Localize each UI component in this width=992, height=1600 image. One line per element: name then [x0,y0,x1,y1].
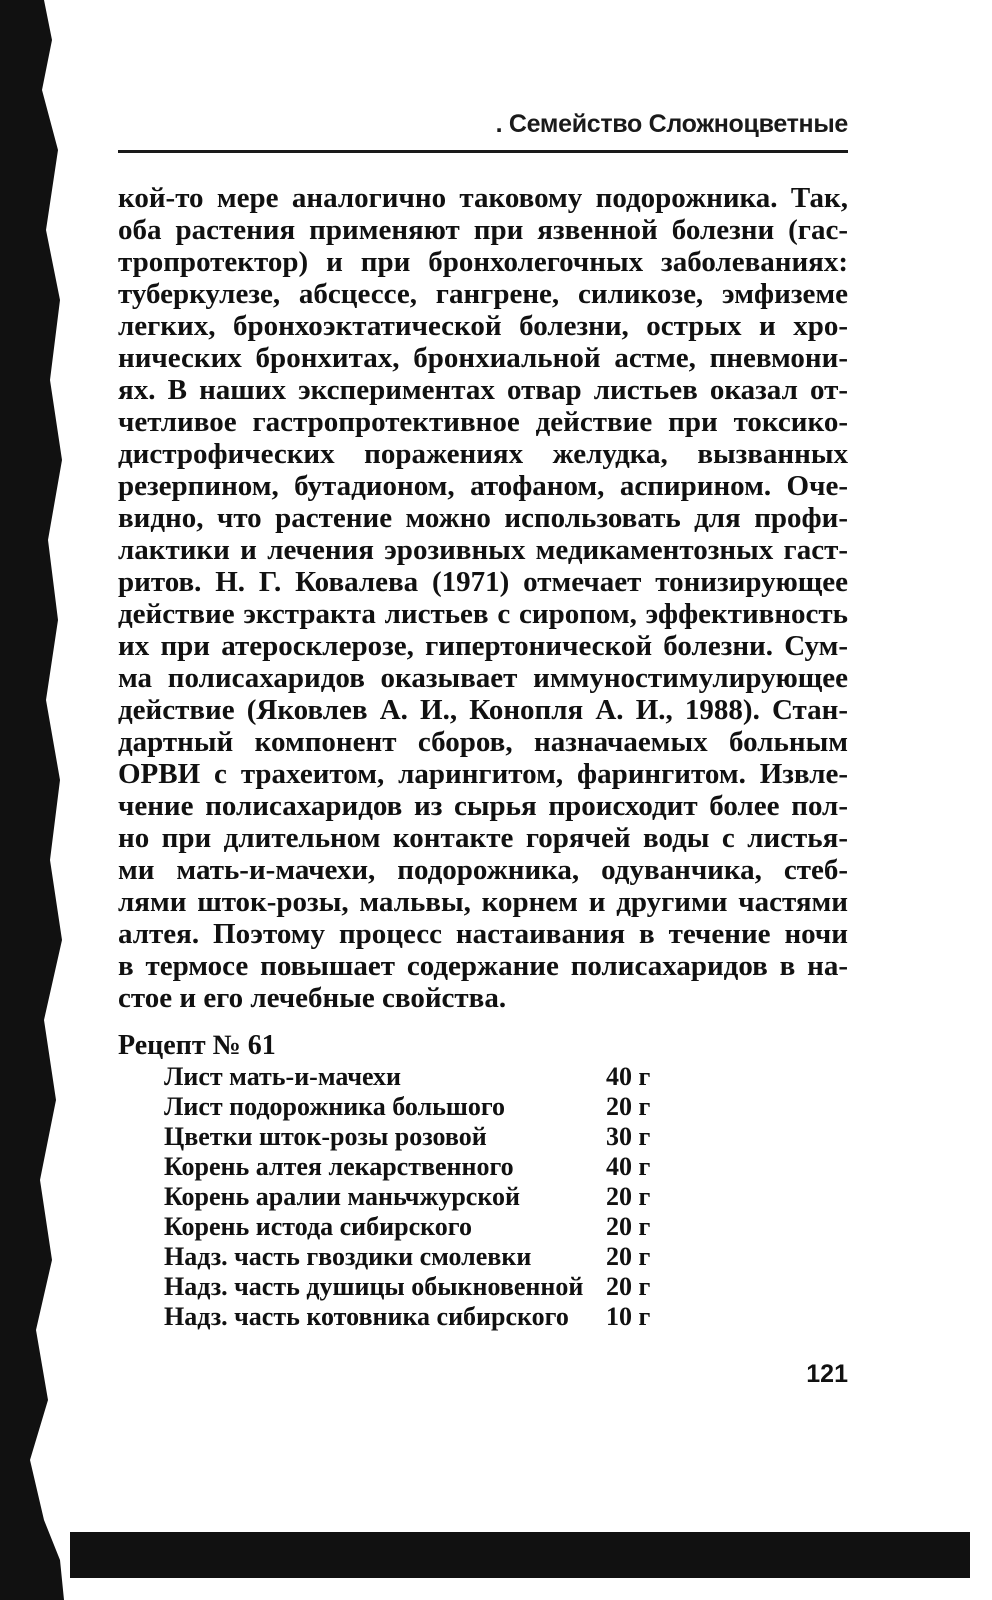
text-line: ритов. Н. Г. Ковалева (1971) отмечает тонизирующее [118,566,848,598]
text-line: ми мать-и-мачехи, подорожника, одуванчика, стеб- [118,854,848,886]
ingredient-row [164,1062,684,1092]
text-line: алтея. Поэтому процесс настаивания в течение ночи [118,918,848,950]
scan-shadow-edge [0,0,64,1600]
text-line: стое и его лечебные свойства. [118,982,507,1014]
text-line: легких, бронхоэктатической болезни, острых и хро- [118,310,848,342]
header-rule [118,150,848,153]
scan-bottom-edge [70,1532,970,1578]
ingredient-row [164,1152,684,1182]
text-line: кой-то мере аналогично таковому подорожника. Так, [118,182,848,214]
running-head: . Семейство Сложноцветные [495,110,848,138]
recipe-title: Рецепт № 61 [118,1030,276,1061]
recipe-ingredient-list [164,1062,684,1332]
ingredient-name: Лист подорожника большого [164,1092,506,1121]
text-line: четливое гастропротективное действие при токсико- [118,406,848,438]
ingredient-quantity: 40 г [606,1062,651,1091]
text-line: оба растения применяют при язвенной болезни (гас- [118,214,848,246]
ingredient-quantity: 20 г [606,1092,651,1121]
ingredient-quantity: 20 г [606,1242,651,1271]
ingredient-name: Лист мать-и-мачехи [164,1062,401,1091]
text-line: ма полисахаридов оказывает иммуностимулирующее [118,662,848,694]
text-line: тропротектор) и при бронхолегочных заболеваниях: [118,246,848,278]
text-line: ях. В наших экспериментах отвар листьев оказал от- [118,374,848,406]
ingredient-quantity: 30 г [606,1122,651,1151]
ingredient-name: Корень аралии маньчжурской [164,1182,520,1211]
ingredient-row [164,1272,684,1302]
ingredient-row [164,1182,684,1212]
text-line: дартный компонент сборов, назначаемых больным [118,726,848,758]
text-line: видно, что растение можно использовать для профи- [118,502,848,534]
page-number: 121 [806,1360,848,1388]
text-line: дистрофических поражениях желудка, вызванных [118,438,848,470]
ingredient-row [164,1122,684,1152]
text-line: их при атеросклерозе, гипертонической болезни. Сум- [118,630,848,662]
text-line: действие экстракта листьев с сиропом, эффективность [118,598,848,630]
ingredient-row [164,1092,684,1122]
ingredient-name: Надз. часть котовника сибирского [164,1302,569,1331]
text-line: чение полисахаридов из сырья происходит более пол- [118,790,848,822]
text-line: ОРВИ с трахеитом, ларингитом, фарингитом. Извле- [118,758,848,790]
text-line: лактики и лечения эрозивных медикаментозных гаст- [118,534,848,566]
ingredient-name: Надз. часть душицы обыкновенной [164,1272,584,1301]
text-line: резерпином, бутадионом, атофаном, аспирином. Оче- [118,470,848,502]
ingredient-name: Корень истода сибирского [164,1212,472,1241]
ingredient-name: Надз. часть гвоздики смолевки [164,1242,532,1271]
ingredient-row [164,1242,684,1272]
text-line: но при длительном контакте горячей воды с листья- [118,822,848,854]
ingredient-quantity: 20 г [606,1272,651,1301]
ingredient-name: Цветки шток-розы розовой [164,1122,487,1151]
ingredient-quantity: 20 г [606,1212,651,1241]
ingredient-quantity: 20 г [606,1182,651,1211]
ingredient-name: Корень алтея лекарственного [164,1152,514,1181]
body-text [118,182,848,1014]
text-line: туберкулезе, абсцессе, гангрене, силикозе, эмфиземе [118,278,848,310]
ingredient-row [164,1302,684,1332]
text-line: нических бронхитах, бронхиальной астме, пневмони- [118,342,848,374]
text-line: в термосе повышает содержание полисахаридов в на- [118,950,848,982]
ingredient-row [164,1212,684,1242]
text-line: лями шток-розы, мальвы, корнем и другими частями [118,886,848,918]
ingredient-quantity: 10 г [606,1302,651,1331]
ingredient-quantity: 40 г [606,1152,651,1181]
text-line: действие (Яковлев А. И., Конопля А. И., 1988). Стан- [118,694,848,726]
